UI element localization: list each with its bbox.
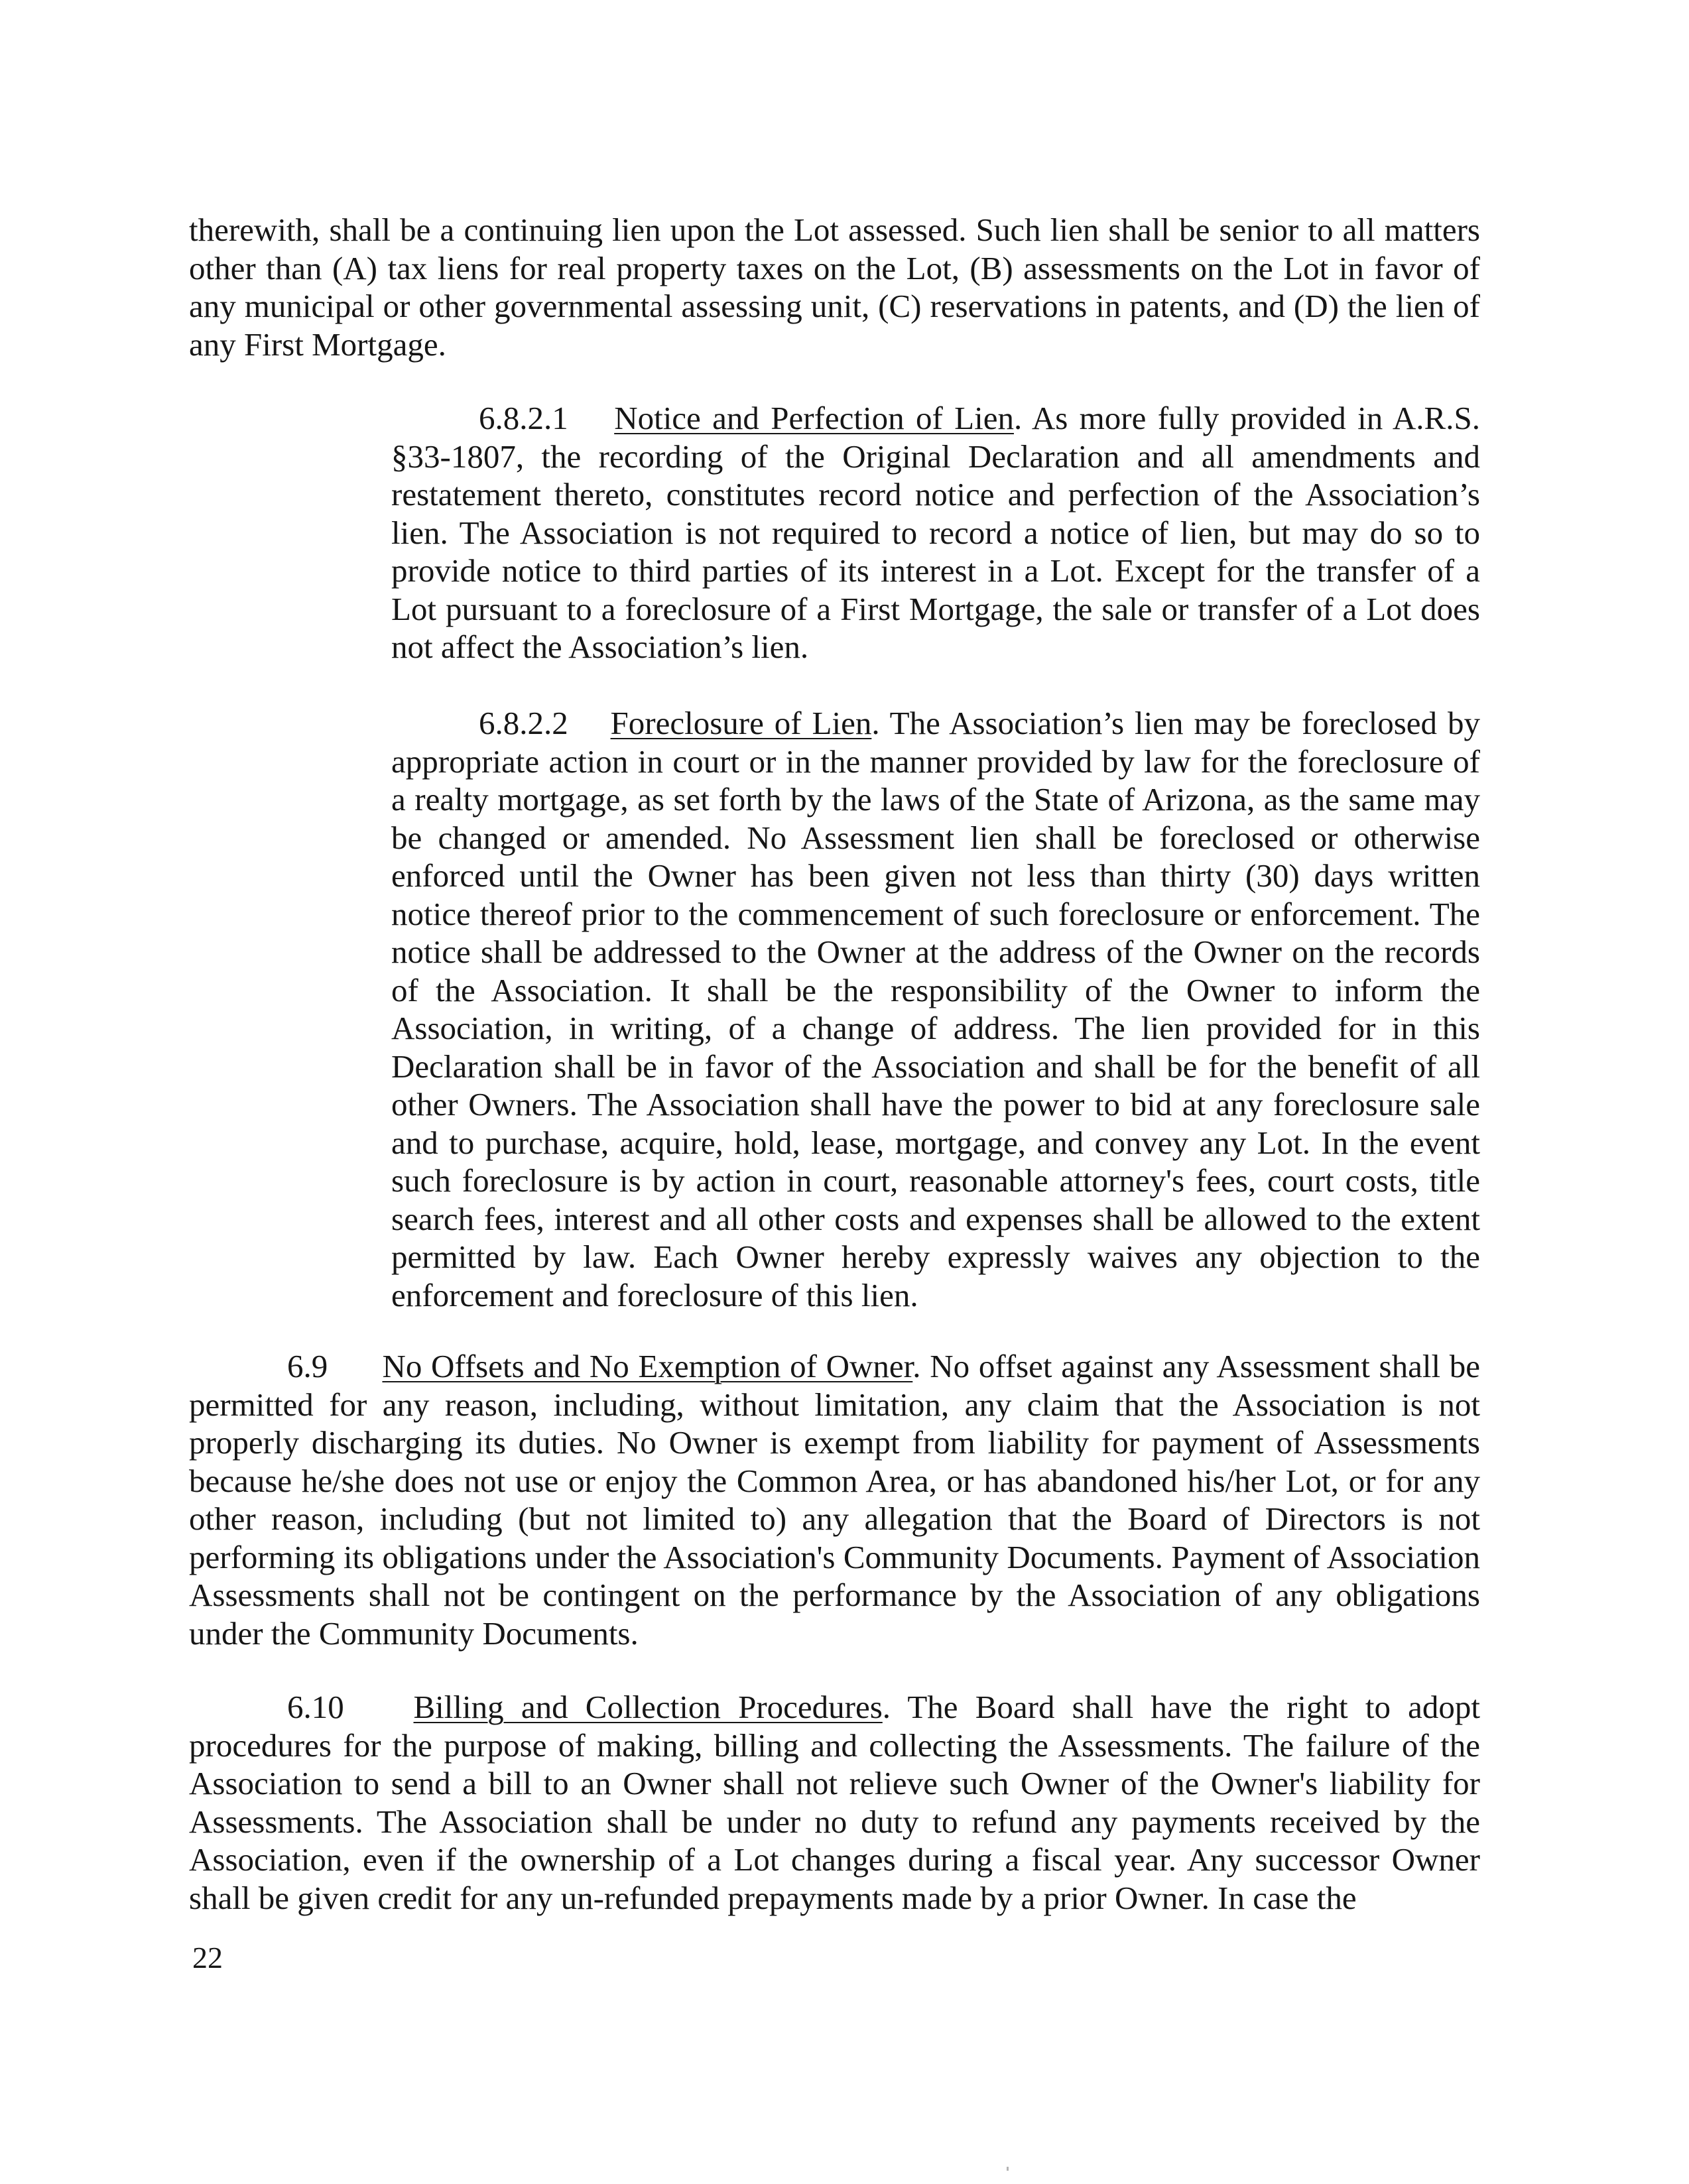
section-heading: No Offsets and No Exemption of Owner <box>382 1348 913 1384</box>
section-heading: Notice and Perfection of Lien <box>614 400 1014 436</box>
page-number: 22 <box>192 1941 223 1974</box>
section-number: 6.10 <box>287 1689 344 1725</box>
scan-mark <box>1007 2167 1009 2171</box>
section-number: 6.8.2.1 <box>479 400 568 436</box>
paragraph-text: therewith, shall be a continuing lien upon the Lot assessed. Such lien shall be senior to all matters other than (A) tax liens for real property taxes on the Lot, (B) assessments on the Lot in favor of any municipal or other governmental assessing unit, (C) reservations in patents, and (D) the lien of any First Mortgage. <box>189 212 1480 363</box>
section-number: 6.9 <box>287 1348 328 1384</box>
section-heading: Foreclosure of Lien <box>610 705 872 741</box>
section-text: . No offset against any Assessment shall be permitted for any reason, including, without limitation, any claim that the Association is not properly discharging its duties. No Owner is exempt from liability for payment of Assessments because he/she does not use or enjoy the Common Area, or has abandoned his/her Lot, or for any other reason, including (but not limited to) any allegation that the Board of Directors is not performing its obligations under the Association's Community Documents. Payment of Association Assessments shall not be contingent on the performance by the Association of any obligations under the Community Documents. <box>189 1348 1481 1652</box>
section-text: . As more fully provided in A.R.S. §33-1807, the recording of the Original Declaration and all amendments and restatement thereto, constitutes record notice and perfection of the Association’s lien. The Association is not required to record a notice of lien, but may do so to provide notice to third parties of its interest in a Lot. Except for the transfer of a Lot pursuant to a foreclosure of a First Mortgage, the sale or transfer of a Lot does not affect the Association’s lien. <box>391 400 1480 665</box>
section-6-8-2-2 <box>391 704 1480 1314</box>
paragraph-lien-continuation <box>189 211 1480 363</box>
section-6-10 <box>189 1688 1480 1917</box>
section-6-8-2-1 <box>391 399 1480 666</box>
section-number: 6.8.2.2 <box>479 705 568 741</box>
section-6-9 <box>189 1347 1480 1652</box>
section-heading: Billing and Collection Procedures <box>413 1689 883 1725</box>
section-text: . The Association’s lien may be foreclosed by appropriate action in court or in the manner provided by law for the foreclosure of a realty mortgage, as set forth by the laws of the State of Arizona, as the same may be changed or amended. No Assessment lien shall be foreclosed or otherwise enforced until the Owner has been given not less than thirty (30) days written notice thereof prior to the commencement of such foreclosure or enforcement. The notice shall be addressed to the Owner at the address of the Owner on the records of the Association. It shall be the responsibility of the Owner to inform the Association, in writing, of a change of address. The lien provided for in this Declaration shall be in favor of the Association and shall be for the benefit of all other Owners. The Association shall have the power to bid at any foreclosure sale and to purchase, acquire, hold, lease, mortgage, and convey any Lot. In the event such foreclosure is by action in court, reasonable attorney's fees, court costs, title search fees, interest and all other costs and expenses shall be allowed to the extent permitted by law. Each Owner hereby expressly waives any objection to the enforcement and foreclosure of this lien. <box>391 705 1480 1313</box>
section-text: . The Board shall have the right to adopt procedures for the purpose of making, billing and collecting the Assessments. The failure of the Association to send a bill to an Owner shall not relieve such Owner of the Owner's liability for Assessments. The Association shall be under no duty to refund any payments received by the Association, even if the ownership of a Lot changes during a fiscal year. Any successor Owner shall be given credit for any un-refunded prepayments made by a prior Owner. In case the <box>189 1689 1480 1916</box>
